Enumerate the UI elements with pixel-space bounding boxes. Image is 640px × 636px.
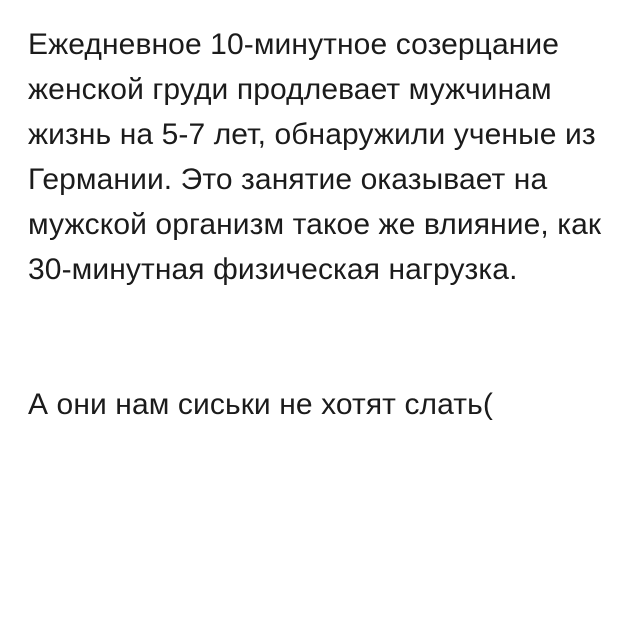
comment-paragraph: А они нам сиськи не хотят слать(	[28, 388, 493, 421]
main-paragraph: Ежедневное 10-минутное созерцание женской груди продлевает мужчинам жизнь на 5-7 лет, обнаружили ученые из Германии. Это занятие оказывает на мужской организм такое же влияние, как 30-минутная физическая нагрузка.	[28, 28, 610, 286]
